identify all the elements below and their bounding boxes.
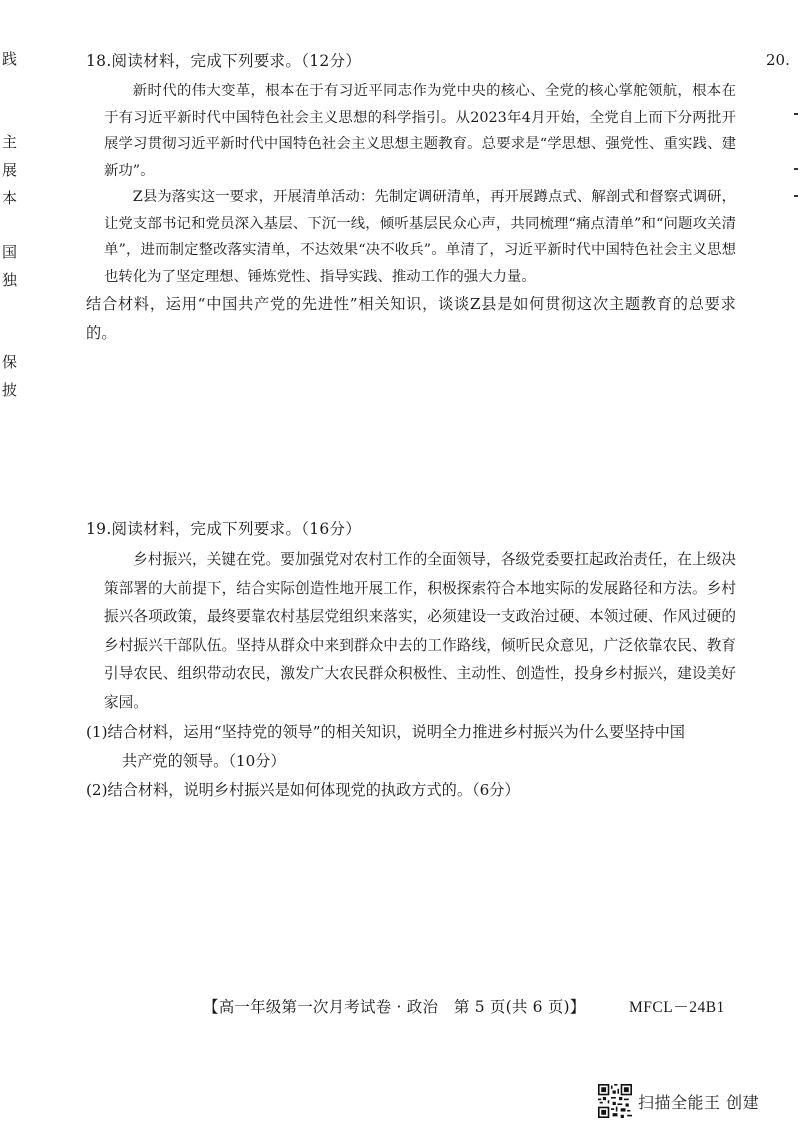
edge-mark: [794, 168, 798, 170]
footer-exam-info: 【高一年级第一次月考试卷 · 政治 第 5 页(共 6 页)】: [203, 998, 586, 1016]
page-footer: [203, 995, 763, 1017]
question-19: [86, 518, 736, 805]
edge-char: 独: [2, 271, 18, 289]
question-18-material-paragraph-1: 新时代的伟大变革，根本在于有习近平同志作为党中央的核心、全党的核心掌舵领航，根本在于有习近平新时代中国特色社会主义思想的科学指引。从2023年4月开始，全党自上而下分两批开展学习贯彻习近平新时代中国特色社会主义思想主题教育。总要求是“学思想、强党性、重实践、建新功”。: [104, 83, 736, 179]
scanner-text: 扫描全能王 创建: [638, 1092, 760, 1112]
edge-char: 披: [2, 381, 18, 399]
question-19-subquestion-1-line-1: (1)结合材料，运用“坚持党的领导”的相关知识，说明全力推进乡村振兴为什么要坚持中国: [86, 722, 685, 741]
question-18-prompt: 结合材料，运用“中国共产党的先进性”相关知识，谈谈Z县是如何贯彻这次主题教育的总要求的。: [86, 295, 736, 342]
next-question-number: 20.: [766, 51, 790, 69]
question-19-material-paragraph: 乡村振兴，关键在党。要加强党对农村工作的全面领导，各级党委要扛起政治责任，在上级决策部署的大前提下，结合实际创造性地开展工作，积极探索符合本地实际的发展路径和方法。乡村振兴各项政策，最终要靠农村基层党组织来落实，必须建设一支政治过硬、本领过硬、作风过硬的乡村振兴干部队伍。坚持从群众中来到群众中去的工作路线，倾听民众意见，广泛依靠农民、教育引导农民、组织带动农民，激发广大农民群众积极性、主动性、创造性，投身乡村振兴，建设美好家园。: [104, 551, 736, 711]
edge-char: 主: [2, 133, 18, 151]
footer-code: MFCL－24B1: [629, 999, 725, 1016]
edge-char: 本: [2, 189, 18, 207]
question-18-title: 18.阅读材料，完成下列要求。（12分）: [86, 52, 362, 70]
edge-char: 国: [2, 243, 18, 261]
question-19-subquestion-2: (2)结合材料，说明乡村振兴是如何体现党的执政方式的。（6分）: [86, 780, 520, 799]
question-18: [86, 50, 736, 348]
edge-char: 保: [2, 353, 18, 371]
qr-code-icon: [598, 1084, 632, 1118]
question-19-subquestion-1-line-2: 共产党的领导。（10分）: [122, 751, 286, 770]
question-18-material-paragraph-2: Z县为落实这一要求，开展清单活动：先制定调研清单，再开展蹲点式、解剖式和督察式调研，让党支部书记和党员深入基层、下沉一线，倾听基层民众心声，共同梳理“痛点清单”和“问题攻关清单”，进而制定整改落实清单，不达效果“决不收兵”。单清了，习近平新时代中国特色社会主义思想也转化为了坚定理想、锤炼党性、指导实践、推动工作的强大力量。: [104, 189, 736, 285]
edge-mark: [794, 113, 798, 115]
edge-char: 展: [2, 161, 18, 179]
scanner-watermark: [598, 1083, 759, 1119]
edge-mark: [794, 195, 798, 197]
question-19-title: 19.阅读材料，完成下列要求。（16分）: [86, 520, 362, 538]
edge-char: 践: [2, 50, 18, 68]
